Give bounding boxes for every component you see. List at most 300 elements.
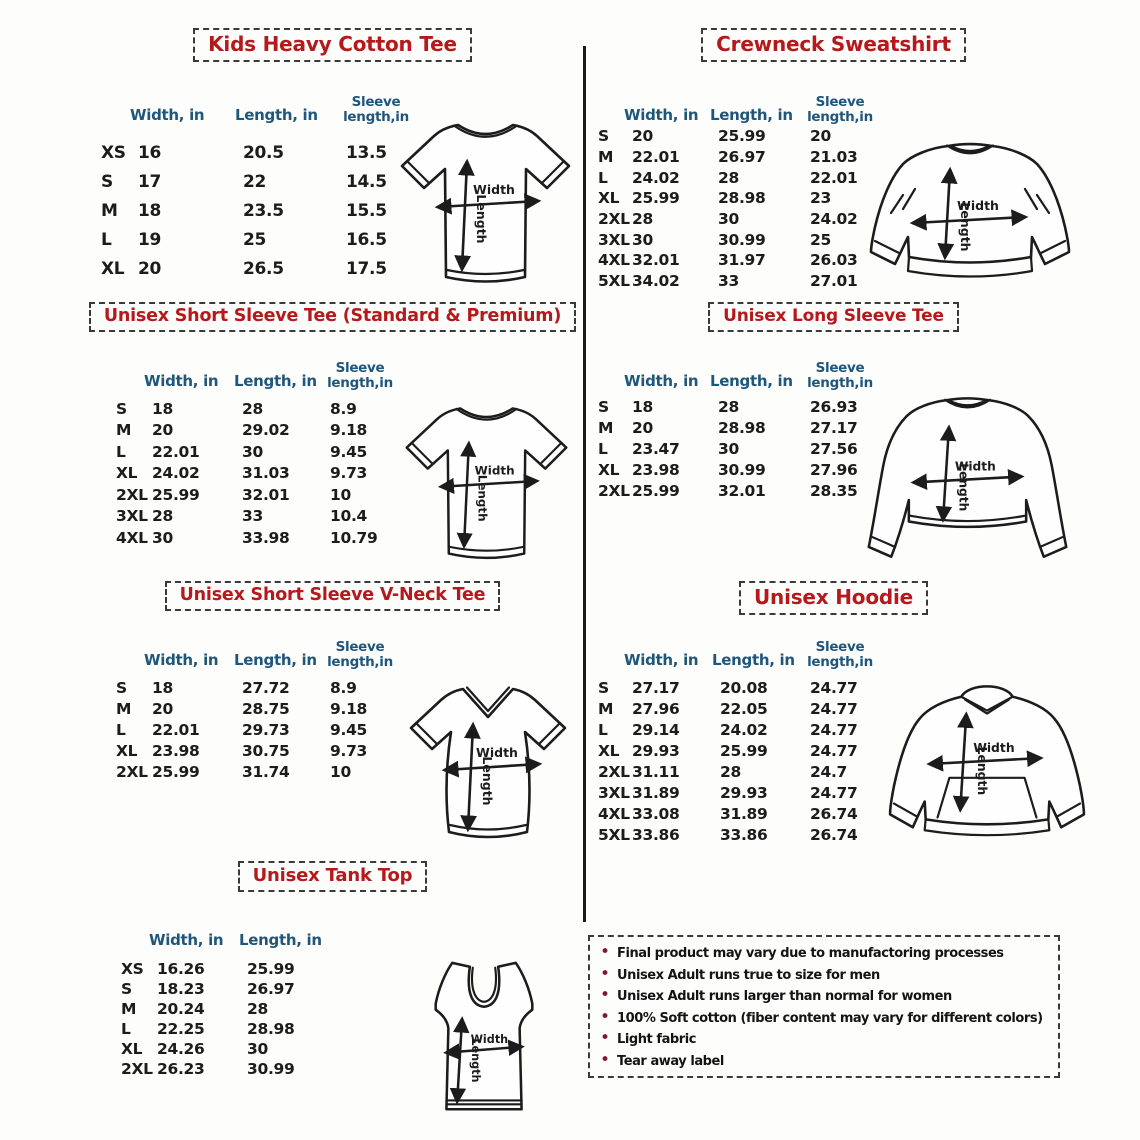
measurement-value: 26.23 bbox=[157, 1060, 205, 1078]
section-title: Unisex Short Sleeve V-Neck Tee bbox=[165, 581, 501, 611]
measurement-value: 33.08 bbox=[632, 804, 680, 823]
table-header-row bbox=[116, 352, 408, 390]
size-row bbox=[116, 484, 408, 506]
product-notes-box bbox=[588, 935, 1060, 1078]
v-neck-tee-diagram bbox=[403, 677, 573, 845]
size-label: M bbox=[598, 148, 614, 167]
measurement-value: 28 bbox=[718, 168, 739, 187]
note-item bbox=[600, 1006, 1048, 1031]
tank-top-diagram bbox=[423, 955, 545, 1119]
measurement-value: 9.73 bbox=[330, 741, 368, 760]
measurement-value: 9.73 bbox=[330, 464, 368, 483]
measurement-value: 33.98 bbox=[242, 528, 290, 547]
measurement-value: 24.77 bbox=[810, 783, 858, 802]
measurement-value: 32.01 bbox=[718, 481, 766, 500]
measurement-value: 9.18 bbox=[330, 699, 368, 718]
size-label: XS bbox=[101, 142, 126, 163]
measurement-value: 34.02 bbox=[632, 272, 680, 291]
measurement-value: 20 bbox=[632, 127, 653, 146]
note-text: Unisex Adult runs true to size for men bbox=[617, 967, 880, 983]
measurement-value: 28.35 bbox=[810, 481, 858, 500]
measurement-value: 28 bbox=[247, 1000, 268, 1018]
section-title: Unisex Long Sleeve Tee bbox=[708, 302, 959, 332]
table-header-row bbox=[598, 631, 888, 669]
size-row bbox=[598, 740, 888, 761]
note-item bbox=[600, 963, 1048, 988]
size-label: S bbox=[598, 678, 609, 697]
size-row bbox=[598, 126, 888, 147]
bullet-icon: • bbox=[600, 1028, 611, 1048]
measurement-value: 9.45 bbox=[330, 720, 368, 739]
size-row bbox=[598, 459, 888, 480]
column-header: Width, in bbox=[130, 106, 205, 124]
size-row bbox=[598, 480, 888, 501]
measurement-value: 20.08 bbox=[720, 678, 768, 697]
measurement-value: 10 bbox=[330, 485, 351, 504]
measurement-value: 9.18 bbox=[330, 421, 368, 440]
size-label: 2XL bbox=[598, 762, 630, 781]
length-label: Length bbox=[958, 202, 973, 252]
size-row bbox=[116, 506, 408, 528]
note-text: 100% Soft cotton (fiber content may vary for different colors) bbox=[617, 1010, 1043, 1026]
length-label: Length bbox=[468, 1038, 482, 1083]
size-label: L bbox=[598, 168, 608, 187]
column-header: Width, in bbox=[144, 651, 219, 669]
length-label: Length bbox=[474, 194, 489, 244]
size-label: S bbox=[116, 399, 127, 418]
size-row bbox=[598, 761, 888, 782]
measurement-value: 24.77 bbox=[810, 741, 858, 760]
measurement-value: 10.79 bbox=[330, 528, 378, 547]
size-row bbox=[598, 438, 888, 459]
column-header: Length, in bbox=[234, 651, 317, 669]
column-header: Sleeve length,in bbox=[807, 94, 873, 125]
measurement-value: 16 bbox=[138, 142, 162, 163]
title-row bbox=[592, 302, 1075, 332]
size-row bbox=[598, 209, 888, 230]
section-title: Unisex Short Sleeve Tee (Standard & Premium) bbox=[89, 302, 576, 332]
measurement-value: 26.74 bbox=[810, 825, 858, 844]
size-row bbox=[121, 1059, 342, 1079]
section-unisex-long-sleeve-tee bbox=[592, 302, 1075, 512]
measurement-value: 31.89 bbox=[632, 783, 680, 802]
measurement-value: 26.97 bbox=[247, 980, 295, 998]
measurement-value: 32.01 bbox=[632, 251, 680, 270]
size-label: S bbox=[101, 171, 113, 192]
size-row bbox=[116, 527, 408, 549]
measurement-value: 27.01 bbox=[810, 272, 858, 291]
size-row bbox=[101, 138, 424, 167]
size-label: S bbox=[598, 397, 609, 416]
measurement-value: 26.97 bbox=[718, 148, 766, 167]
size-label: XL bbox=[116, 464, 138, 483]
measurement-value: 25.99 bbox=[632, 481, 680, 500]
size-row bbox=[116, 698, 408, 719]
column-header: Length, in bbox=[710, 372, 793, 390]
measurement-value: 29.14 bbox=[632, 720, 680, 739]
measurement-value: 23.98 bbox=[632, 460, 680, 479]
size-label: 5XL bbox=[598, 272, 630, 291]
size-label: S bbox=[116, 678, 127, 697]
measurement-value: 27.17 bbox=[810, 418, 858, 437]
measurement-value: 26.5 bbox=[243, 258, 284, 279]
section-unisex-hoodie bbox=[592, 581, 1075, 844]
column-header: Width, in bbox=[624, 372, 699, 390]
measurement-value: 33.86 bbox=[720, 825, 768, 844]
column-header: Sleeve length,in bbox=[327, 639, 393, 670]
size-row bbox=[598, 417, 888, 438]
size-label: 2XL bbox=[116, 762, 148, 781]
measurement-value: 22.05 bbox=[720, 699, 768, 718]
size-label: 2XL bbox=[116, 485, 148, 504]
title-row bbox=[85, 302, 580, 332]
length-label: Length bbox=[480, 756, 495, 806]
measurement-value: 33.86 bbox=[632, 825, 680, 844]
column-divider bbox=[583, 46, 586, 922]
short-sleeve-tee-diagram bbox=[398, 396, 575, 566]
size-label: 4XL bbox=[598, 804, 630, 823]
column-header: Length, in bbox=[239, 931, 322, 949]
measurement-value: 22.25 bbox=[157, 1020, 205, 1038]
measurement-value: 29.93 bbox=[720, 783, 768, 802]
size-row bbox=[598, 250, 888, 271]
size-table bbox=[121, 911, 342, 1079]
measurement-value: 28 bbox=[718, 397, 739, 416]
measurement-value: 30.99 bbox=[247, 1060, 295, 1078]
measurement-value: 20 bbox=[138, 258, 162, 279]
size-label: L bbox=[121, 1020, 131, 1038]
measurement-value: 24.77 bbox=[810, 699, 858, 718]
measurement-value: 28.98 bbox=[718, 189, 766, 208]
measurement-value: 15.5 bbox=[346, 200, 387, 221]
column-header: Length, in bbox=[712, 651, 795, 669]
size-row bbox=[598, 271, 888, 292]
size-row bbox=[116, 677, 408, 698]
measurement-value: 20.24 bbox=[157, 1000, 205, 1018]
measurement-value: 10.4 bbox=[330, 507, 368, 526]
size-row bbox=[598, 229, 888, 250]
size-row bbox=[116, 441, 408, 463]
measurement-value: 31.97 bbox=[718, 251, 766, 270]
size-row bbox=[116, 463, 408, 485]
measurement-value: 25 bbox=[810, 230, 831, 249]
measurement-value: 30.99 bbox=[718, 460, 766, 479]
measurement-value: 29.02 bbox=[242, 421, 290, 440]
measurement-value: 17 bbox=[138, 171, 162, 192]
measurement-value: 22.01 bbox=[152, 720, 200, 739]
measurement-value: 22.01 bbox=[810, 168, 858, 187]
measurement-value: 18 bbox=[632, 397, 653, 416]
measurement-value: 33 bbox=[242, 507, 263, 526]
table-header-row bbox=[101, 86, 424, 124]
note-text: Light fabric bbox=[617, 1032, 696, 1047]
section-title: Unisex Tank Top bbox=[238, 861, 428, 892]
measurement-value: 20.5 bbox=[243, 142, 284, 163]
measurement-value: 28 bbox=[632, 210, 653, 229]
measurement-value: 30.99 bbox=[718, 230, 766, 249]
size-table bbox=[598, 86, 888, 292]
measurement-value: 30.75 bbox=[242, 741, 290, 760]
note-item bbox=[600, 1049, 1048, 1074]
title-row bbox=[85, 861, 580, 892]
size-label: 2XL bbox=[598, 210, 630, 229]
size-row bbox=[598, 803, 888, 824]
size-row bbox=[121, 999, 342, 1019]
note-text: Tear away label bbox=[617, 1053, 724, 1069]
measurement-value: 28.98 bbox=[718, 418, 766, 437]
measurement-value: 30 bbox=[152, 528, 173, 547]
long-sleeve-tee-diagram bbox=[858, 388, 1078, 570]
size-label: 5XL bbox=[598, 825, 630, 844]
measurement-value: 29.73 bbox=[242, 720, 290, 739]
size-row bbox=[116, 398, 408, 420]
measurement-value: 28.98 bbox=[247, 1020, 295, 1038]
size-label: 2XL bbox=[121, 1060, 153, 1078]
bullet-icon: • bbox=[600, 1006, 611, 1027]
measurement-value: 31.11 bbox=[632, 762, 680, 781]
column-header: Length, in bbox=[235, 106, 318, 124]
size-label: M bbox=[598, 418, 614, 437]
measurement-value: 18 bbox=[152, 678, 173, 697]
size-label: 4XL bbox=[598, 251, 630, 270]
measurement-value: 25.99 bbox=[632, 189, 680, 208]
length-label: Length bbox=[956, 463, 971, 512]
size-label: XS bbox=[121, 960, 144, 978]
width-label: Width bbox=[476, 745, 518, 760]
size-label: 3XL bbox=[116, 507, 148, 526]
size-row bbox=[121, 1019, 342, 1039]
width-label: Width bbox=[470, 1032, 509, 1046]
size-table bbox=[598, 352, 888, 501]
measurement-value: 14.5 bbox=[346, 171, 387, 192]
size-label: L bbox=[116, 442, 126, 461]
size-label: S bbox=[598, 127, 609, 146]
measurement-value: 22 bbox=[243, 171, 267, 192]
size-row bbox=[116, 420, 408, 442]
measurement-value: 23.5 bbox=[243, 200, 284, 221]
measurement-value: 31.89 bbox=[720, 804, 768, 823]
table-header-row bbox=[598, 352, 888, 390]
size-row bbox=[598, 147, 888, 168]
measurement-value: 29.93 bbox=[632, 741, 680, 760]
measurement-value: 20 bbox=[152, 421, 173, 440]
width-label: Width bbox=[954, 459, 996, 474]
measurement-value: 18.23 bbox=[157, 980, 205, 998]
size-table bbox=[116, 631, 408, 782]
measurement-value: 25 bbox=[243, 229, 267, 250]
measurement-value: 25.99 bbox=[152, 762, 200, 781]
crewneck-sweatshirt-diagram bbox=[865, 133, 1075, 291]
note-text: Unisex Adult runs larger than normal for women bbox=[617, 989, 952, 1004]
title-row bbox=[592, 28, 1075, 62]
measurement-value: 24.77 bbox=[810, 720, 858, 739]
width-label: Width bbox=[474, 463, 515, 478]
measurement-value: 9.45 bbox=[330, 442, 368, 461]
section-title: Kids Heavy Cotton Tee bbox=[193, 28, 472, 62]
size-label: L bbox=[598, 439, 608, 458]
section-unisex-short-sleeve-tee bbox=[85, 302, 580, 547]
measurement-value: 20 bbox=[632, 418, 653, 437]
measurement-value: 28 bbox=[152, 507, 173, 526]
measurement-value: 27.72 bbox=[242, 678, 290, 697]
table-header-row bbox=[121, 911, 342, 949]
measurement-value: 27.96 bbox=[632, 699, 680, 718]
measurement-value: 30 bbox=[718, 210, 739, 229]
section-title: Unisex Hoodie bbox=[739, 581, 928, 615]
measurement-value: 17.5 bbox=[346, 258, 387, 279]
size-row bbox=[121, 959, 342, 979]
measurement-value: 28 bbox=[242, 399, 263, 418]
size-label: M bbox=[121, 1000, 137, 1018]
table-header-row bbox=[598, 86, 888, 124]
section-crewneck-sweatshirt bbox=[592, 28, 1075, 291]
size-label: L bbox=[598, 720, 608, 739]
note-item bbox=[600, 944, 1048, 966]
size-row bbox=[598, 396, 888, 417]
column-header: Width, in bbox=[149, 931, 224, 949]
measurement-value: 19 bbox=[138, 229, 162, 250]
size-table bbox=[598, 631, 888, 845]
width-label: Width bbox=[473, 182, 515, 197]
measurement-value: 25.99 bbox=[247, 960, 295, 978]
measurement-value: 24.02 bbox=[632, 168, 680, 187]
size-label: XL bbox=[116, 741, 138, 760]
measurement-value: 16.5 bbox=[346, 229, 387, 250]
size-label: XL bbox=[598, 460, 620, 479]
column-header: Width, in bbox=[624, 106, 699, 124]
size-label: M bbox=[598, 699, 614, 718]
section-title: Crewneck Sweatshirt bbox=[701, 28, 966, 62]
measurement-value: 27.56 bbox=[810, 439, 858, 458]
short-sleeve-tee-diagram bbox=[393, 112, 578, 290]
measurement-value: 33 bbox=[718, 272, 739, 291]
column-header: Width, in bbox=[144, 372, 219, 390]
measurement-value: 24.26 bbox=[157, 1040, 205, 1058]
measurement-value: 25.99 bbox=[152, 485, 200, 504]
measurement-value: 24.02 bbox=[720, 720, 768, 739]
size-label: M bbox=[116, 421, 132, 440]
measurement-value: 10 bbox=[330, 762, 351, 781]
measurement-value: 24.02 bbox=[810, 210, 858, 229]
length-label: Length bbox=[475, 474, 490, 522]
measurement-value: 30 bbox=[242, 442, 263, 461]
size-label: S bbox=[121, 980, 132, 998]
note-text: Final product may vary due to manufactoring processes bbox=[617, 946, 1004, 961]
size-table bbox=[116, 352, 408, 549]
size-label: 2XL bbox=[598, 481, 630, 500]
size-row bbox=[598, 188, 888, 209]
size-row bbox=[116, 761, 408, 782]
measurement-value: 8.9 bbox=[330, 678, 357, 697]
width-label: Width bbox=[957, 198, 999, 213]
measurement-value: 26.74 bbox=[810, 804, 858, 823]
size-row bbox=[121, 979, 342, 999]
size-row bbox=[598, 824, 888, 845]
width-label: Width bbox=[973, 741, 1015, 756]
size-row bbox=[598, 167, 888, 188]
size-row bbox=[101, 167, 424, 196]
measurement-value: 30 bbox=[718, 439, 739, 458]
measurement-value: 27.17 bbox=[632, 678, 680, 697]
size-row bbox=[116, 719, 408, 740]
size-row bbox=[121, 1039, 342, 1059]
measurement-value: 25.99 bbox=[720, 741, 768, 760]
measurement-value: 18 bbox=[138, 200, 162, 221]
note-item bbox=[600, 1030, 1048, 1052]
column-header: Length, in bbox=[710, 106, 793, 124]
size-label: M bbox=[101, 200, 118, 221]
bullet-icon: • bbox=[600, 963, 611, 984]
measurement-value: 26.93 bbox=[810, 397, 858, 416]
title-row bbox=[85, 581, 580, 611]
measurement-value: 16.26 bbox=[157, 960, 205, 978]
size-row bbox=[598, 698, 888, 719]
size-label: XL bbox=[598, 189, 620, 208]
column-header: Sleeve length,in bbox=[807, 360, 873, 391]
size-row bbox=[598, 677, 888, 698]
length-label: Length bbox=[975, 746, 990, 796]
measurement-value: 27.96 bbox=[810, 460, 858, 479]
measurement-value: 25.99 bbox=[718, 127, 766, 146]
measurement-value: 31.03 bbox=[242, 464, 290, 483]
measurement-value: 24.02 bbox=[152, 464, 200, 483]
bullet-icon: • bbox=[600, 985, 611, 1005]
section-unisex-tank-top bbox=[85, 861, 580, 1083]
hoodie-diagram bbox=[877, 673, 1097, 853]
measurement-value: 32.01 bbox=[242, 485, 290, 504]
size-label: 3XL bbox=[598, 230, 630, 249]
note-item bbox=[600, 987, 1048, 1009]
column-header: Sleeve length,in bbox=[343, 94, 409, 125]
table-header-row bbox=[116, 631, 408, 669]
bullet-icon: • bbox=[600, 1049, 611, 1070]
size-label: 4XL bbox=[116, 528, 148, 547]
column-header: Sleeve length,in bbox=[807, 639, 873, 670]
size-row bbox=[598, 782, 888, 803]
measurement-value: 13.5 bbox=[346, 142, 387, 163]
measurement-value: 8.9 bbox=[330, 399, 357, 418]
size-label: M bbox=[116, 699, 132, 718]
measurement-value: 23.98 bbox=[152, 741, 200, 760]
measurement-value: 22.01 bbox=[152, 442, 200, 461]
column-header: Length, in bbox=[234, 372, 317, 390]
measurement-value: 28 bbox=[720, 762, 741, 781]
size-label: XL bbox=[598, 741, 620, 760]
size-row bbox=[116, 740, 408, 761]
size-table bbox=[101, 86, 424, 283]
section-kids-heavy-cotton-tee bbox=[85, 28, 580, 279]
measurement-value: 31.74 bbox=[242, 762, 290, 781]
size-row bbox=[101, 225, 424, 254]
measurement-value: 24.7 bbox=[810, 762, 848, 781]
bullet-icon: • bbox=[600, 942, 611, 962]
size-row bbox=[598, 719, 888, 740]
size-label: XL bbox=[101, 258, 125, 279]
column-header: Sleeve length,in bbox=[327, 360, 393, 391]
measurement-value: 22.01 bbox=[632, 148, 680, 167]
measurement-value: 20 bbox=[152, 699, 173, 718]
measurement-value: 24.77 bbox=[810, 678, 858, 697]
section-unisex-v-neck-tee bbox=[85, 581, 580, 806]
title-row bbox=[592, 581, 1140, 615]
measurement-value: 30 bbox=[632, 230, 653, 249]
measurement-value: 23 bbox=[810, 189, 831, 208]
size-label: XL bbox=[121, 1040, 143, 1058]
measurement-value: 30 bbox=[247, 1040, 268, 1058]
measurement-value: 28.75 bbox=[242, 699, 290, 718]
size-label: L bbox=[101, 229, 112, 250]
measurement-value: 26.03 bbox=[810, 251, 858, 270]
